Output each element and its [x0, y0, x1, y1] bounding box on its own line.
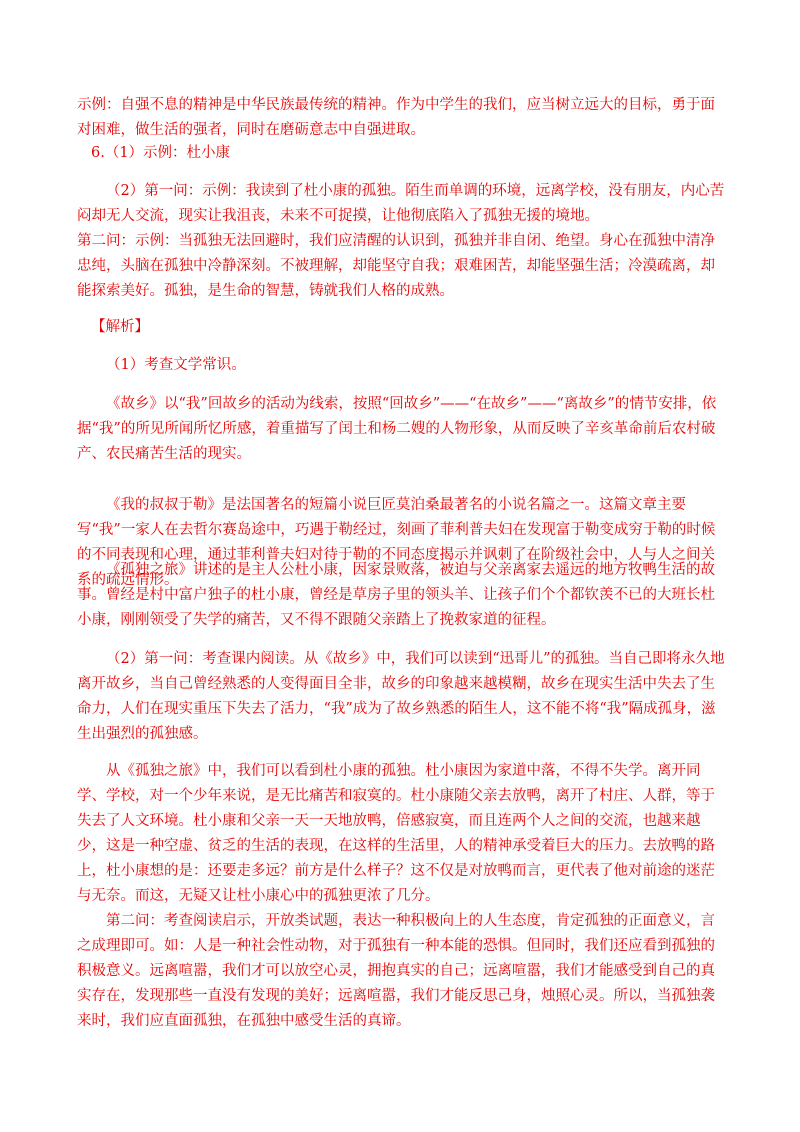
- question-6-part-2-first: （2）第一问：示例：我读到了杜小康的孤独。陌生而单调的环境，远离学校，没有朋友，内心苦闷却无人交流，现实让我沮丧，未来不可捉摸，让他彻底陷入了孤独无援的境地。: [77, 183, 725, 224]
- gudu-paragraph: 《孤独之旅》讲述的是主人公杜小康，因家景败落，被迫与父亲离家去遥远的地方牧鸭生活的故事。曾经是村中富户独子的杜小康，曾经是草房子里的领头羊、让孩子们个个都钦羡不已的大班长杜小康，刚刚领受了失学的痛苦，又不得不跟随父亲踏上了挽救家道的征程。: [77, 562, 715, 628]
- analysis-part-1: （1）考查文学常识。: [106, 357, 246, 373]
- example-answer-paragraph: 示例：自强不息的精神是中华民族最传统的精神。作为中学生的我们，应当树立远大的目标，勇于面对困难，做生活的强者，同时在磨砺意志中自强进取。: [77, 97, 715, 138]
- guxiang-paragraph: 《故乡》以“我”回故乡的活动为线索，按照“回故乡”——“在故乡”——“离故乡”的情节安排，依据“我”的所见所闻所忆所感，着重描写了闰土和杨二嫂的人物形象，从而反映了辛亥革命前后农村破产、农民痛苦生活的现实。: [77, 396, 717, 462]
- question-6-part-2-second: 第二问：示例：当孤独无法回避时，我们应清醒的认识到，孤独并非自闭、绝望。身心在孤独中清净忠纯，头脑在孤独中冷静深刻。不被理解，却能坚守自我；艰难困苦，却能坚强生活；冷漠疏离，却能探索美好。孤独，是生命的智慧，铸就我们人格的成熟。: [77, 233, 715, 299]
- analysis-heading: 【解析】: [91, 319, 149, 335]
- analysis-part-2: （2）第一问：考查课内阅读。从《故乡》中，我们可以读到“迅哥儿”的孤独。当自己即将永久地离开故乡，当自己曾经熟悉的人变得面目全非，故乡的印象越来越模糊，故乡在现实生活中失去了生命力，人们在现实重压下失去了活力，“我”成为了故乡熟悉的陌生人，这不能不将“我”隔成孤身，滋生出强烈的孤独感。: [77, 651, 725, 742]
- question-6-part-1: 6.（1）示例：杜小康: [91, 145, 231, 161]
- shushu-paragraph: 《我的叔叔于勒》是法国著名的短篇小说巨匠莫泊桑最著名的小说名篇之一。这篇文章主要写“我”一家人在去哲尔赛岛途中，巧遇于勒经过，刻画了菲利普夫妇在发现富于勒变成穷于勒的时候的不同表现和心理，通过菲利普夫妇对待于勒的不同态度揭示并讽刺了在阶级社会中，人与人之间关系的疏远情形。: [77, 497, 716, 588]
- gudu-journey-paragraph: 从《孤独之旅》中，我们可以看到杜小康的孤独。杜小康因为家道中落，不得不失学。离开同学、学校，对一个少年来说，是无比痛苦和寂寞的。杜小康随父亲去放鸭，离开了村庄、人群，等于失去了人文环境。杜小康和父亲一天一天地放鸭，倍感寂寞，而且连两个人之间的交流，也越来越少，这是一种空虚、贫乏的生活的表现，在这样的生活里，人的精神承受着巨大的压力。去放鸭的路上，杜小康想的是：还要走多远？前方是什么样子？这不仅是对放鸭而言，更代表了他对前途的迷茫与无奈。而这，无疑又让杜小康心中的孤独更浓了几分。: [77, 763, 715, 904]
- second-question-paragraph: 第二问：考查阅读启示，开放类试题，表达一种积极向上的人生态度，肯定孤独的正面意义，言之成理即可。如：人是一种社会性动物，对于孤独有一种本能的恐惧。但同时，我们还应看到孤独的积极意义。远离喧嚣，我们才可以放空心灵，拥抱真实的自己；远离喧嚣，我们才能感受到自己的真实存在，发现那些一直没有发现的美好；远离喧嚣，我们才能反思己身，烛照心灵。所以，当孤独袭来时，我们应直面孤独，在孤独中感受生活的真谛。: [77, 913, 715, 1029]
